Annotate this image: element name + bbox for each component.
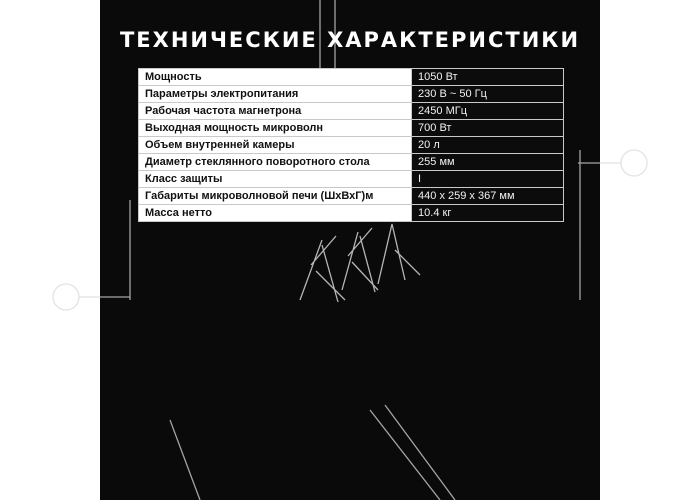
spec-value: I (412, 171, 564, 188)
table-row (139, 154, 564, 171)
spec-value: 20 л (412, 137, 564, 154)
spec-value: 700 Вт (412, 120, 564, 137)
table-row (139, 137, 564, 154)
table-row (139, 103, 564, 120)
spec-param: Мощность (139, 69, 412, 86)
spec-value: 230 В ~ 50 Гц (412, 86, 564, 103)
spec-value: 2450 МГц (412, 103, 564, 120)
table-row (139, 120, 564, 137)
table-row (139, 69, 564, 86)
spec-table (138, 68, 564, 222)
spec-param: Масса нетто (139, 205, 412, 222)
spec-value: 10.4 кг (412, 205, 564, 222)
spec-param: Выходная мощность микроволн (139, 120, 412, 137)
spec-value: 1050 Вт (412, 69, 564, 86)
spec-value: 440 x 259 x 367 мм (412, 188, 564, 205)
spec-param: Класс защиты (139, 171, 412, 188)
spec-param: Рабочая частота магнетрона (139, 103, 412, 120)
spec-param: Габариты микроволновой печи (ШхВхГ)м (139, 188, 412, 205)
table-row (139, 188, 564, 205)
spec-value: 255 мм (412, 154, 564, 171)
table-row (139, 86, 564, 103)
spec-param: Параметры электропитания (139, 86, 412, 103)
table-row (139, 171, 564, 188)
spec-param: Объем внутренней камеры (139, 137, 412, 154)
table-row (139, 205, 564, 222)
page-title: ТЕХНИЧЕСКИЕ ХАРАКТЕРИСТИКИ (119, 28, 581, 52)
spec-param: Диаметр стеклянного поворотного стола (139, 154, 412, 171)
